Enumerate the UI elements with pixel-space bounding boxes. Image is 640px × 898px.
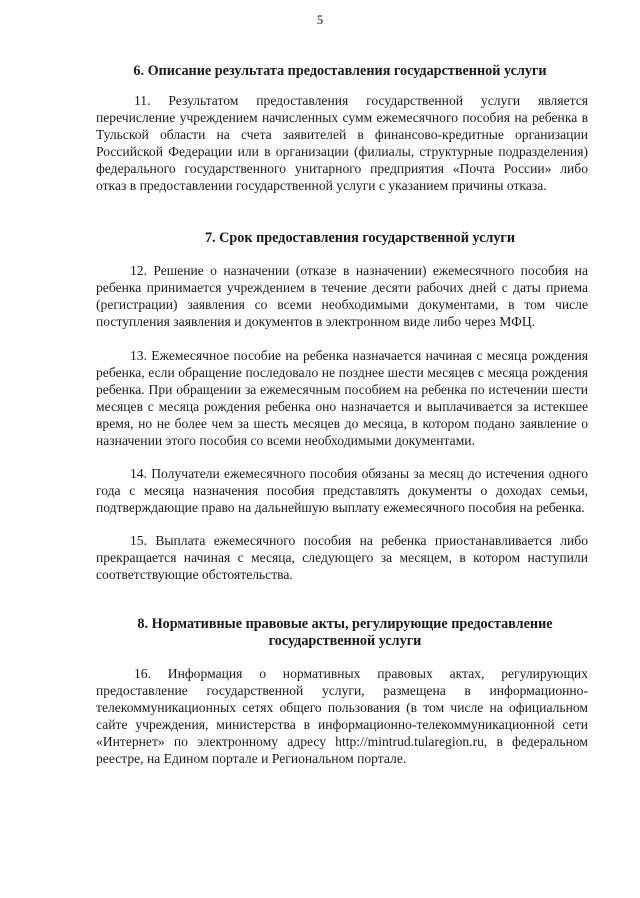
paragraph-13: 13. Ежемесячное пособие на ребенка назначается начиная с месяца рождения ребенка, если обращение последовало не позднее шести месяцев с месяца рождения ребенка. При обращении за ежемесячным пособием на ребенка по истечении шести месяцев с месяца рождения ребенка оно назначается и выплачивается за истекшее время, но не более чем за шесть месяцев до месяца, в котором подано заявление о назначении этого пособия со всеми необходимыми документами. (96, 348, 588, 448)
section-8-heading: 8. Нормативные правовые акты, регулирующие предоставление государственной услуги (137, 616, 553, 649)
section-7-heading: 7. Срок предоставления государственной услуги (204, 230, 516, 246)
paragraph-15: 15. Выплата ежемесячного пособия на ребенка приостанавливается либо прекращается начиная с месяца, следующего за месяцем, в котором наступили соответствующие обстоятельства. (96, 533, 588, 582)
section-6-heading: 6. Описание результата предоставления государственной услуги (133, 63, 547, 79)
paragraph-14: 14. Получатели ежемесячного пособия обязаны за месяц до истечения одного года с месяца назначения пособия представлять документы о доходах семьи, подтверждающие право на дальнейшую выплату ежемесячного пособия на ребенка. (96, 466, 588, 515)
paragraph-12: 12. Решение о назначении (отказе в назначении) ежемесячного пособия на ребенка принимается учреждением в течение десяти рабочих дней с даты приема (регистрации) заявления со всеми необходимыми документами, в том числе поступления заявления и документов в электронном виде либо через МФЦ. (96, 263, 588, 329)
paragraph-11: 11. Результатом предоставления государственной услуги является перечисление учреждением начисленных сумм ежемесячного пособия на ребенка в Тульской области на счета заявителей в финансово-кредитные организации Российской Федерации или в организации (филиалы, структурные подразделения) федерального государственного унитарного предприятия «Почта России» либо отказ в предоставлении государственной услуги с указанием причины отказа. (96, 93, 588, 193)
paragraph-16: 16. Информация о нормативных правовых актах, регулирующих предоставление государственной услуги, размещена в информационно-телекоммуникационных сетях общего пользования (в том числе на официальном сайте учреждения, министерства в информационно-телекоммуникационной сети «Интернет» по электронному адресу http://mintrud.tularegion.ru, в федеральном реестре, на Едином портале и Региональном портале. (96, 666, 588, 766)
page-number: 5 (316, 12, 324, 27)
